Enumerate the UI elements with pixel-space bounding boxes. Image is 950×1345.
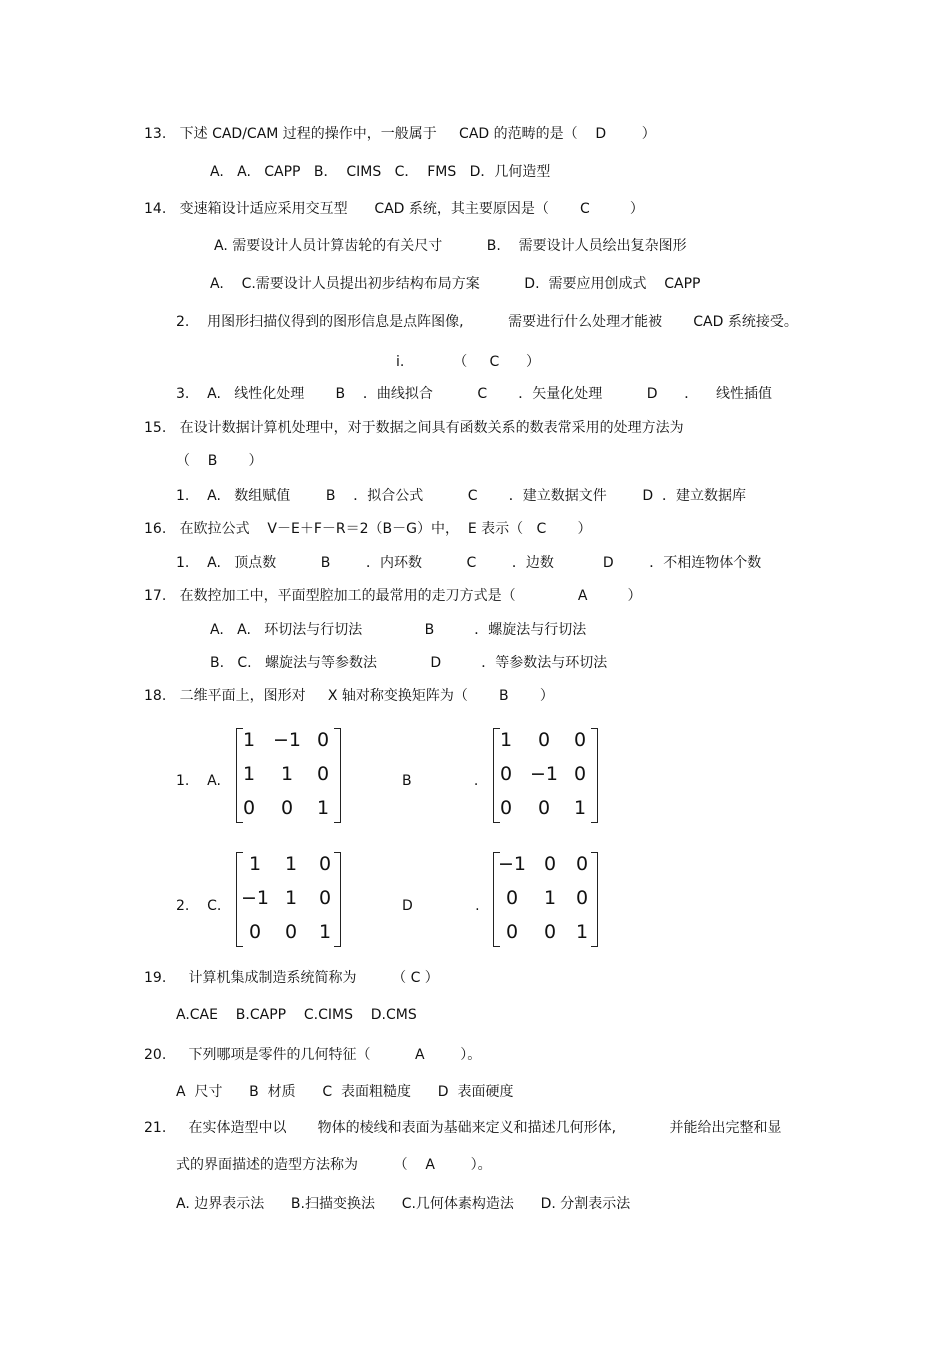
question-13-options: A. A. CAPP B． CIMS C． FMS D．几何造型	[210, 164, 551, 180]
matrix-b	[493, 728, 598, 823]
matrix-cell: 0	[573, 763, 587, 785]
question-15: 15. 在设计数据计算机处理中，对于数据之间具有函数关系的数表常采用的处理方法为	[144, 420, 684, 436]
matrix-d-label: D .	[402, 898, 480, 914]
question-16: 16. 在欧拉公式 V－E＋F－R＝2（B－G）中， E 表示（ C ）	[144, 521, 592, 537]
question-15-answer: （ B ）	[176, 453, 263, 469]
question-2-options: 3. A. 线性化处理 B ．曲线拟合 C ．矢量化处理 D ． 线性插值	[176, 386, 773, 402]
matrix-cell: 0	[537, 729, 551, 751]
matrix-cell: 1	[280, 763, 294, 785]
question-21-options: A. 边界表示法 B.扫描变换法 C.几何体素构造法 D. 分割表示法	[176, 1196, 631, 1212]
matrix-cell: 0	[316, 729, 330, 751]
matrix-cell: 0	[573, 729, 587, 751]
matrix-cell: 1	[318, 921, 332, 943]
matrix-cell: −1	[497, 853, 526, 875]
matrix-cell: 0	[284, 921, 298, 943]
question-19: 19. 计算机集成制造系统简称为 （ C ）	[144, 970, 439, 986]
matrix-cell: −1	[240, 887, 269, 909]
question-21-continued: 式的界面描述的造型方法称为 （ A ）。	[176, 1157, 492, 1173]
question-20-options: A 尺寸 B 材质 C 表面粗糙度 D 表面硬度	[176, 1084, 514, 1100]
matrix-c-label: 2. C.	[176, 898, 222, 914]
matrix-cell: 1	[499, 729, 513, 751]
matrix-cell: −1	[272, 729, 301, 751]
matrix-cell: 1	[248, 853, 262, 875]
matrix-d	[493, 852, 598, 947]
matrix-cell: 0	[316, 763, 330, 785]
question-14-options-2: A. C.需要设计人员提出初步结构布局方案 D. 需要应用创成式 CAPP	[210, 276, 701, 292]
matrix-cell: 0	[280, 797, 294, 819]
matrix-cell: 1	[242, 729, 256, 751]
matrix-cell: −1	[529, 763, 558, 785]
matrix-cell: 0	[248, 921, 262, 943]
matrix-cell: 1	[284, 853, 298, 875]
question-15-options: 1. A. 数组赋值 B ．拟合公式 C ．建立数据文件 D ．建立数据库	[176, 488, 747, 504]
matrix-cell: 0	[505, 921, 519, 943]
matrix-cell: 0	[543, 921, 557, 943]
matrix-cell: 0	[499, 763, 513, 785]
matrix-a	[236, 728, 341, 823]
matrix-cell: 1	[543, 887, 557, 909]
matrix-cell: 0	[505, 887, 519, 909]
question-14-options-1: A. 需要设计人员计算齿轮的有关尺寸 B. 需要设计人员绘出复杂图形	[214, 238, 687, 254]
question-20: 20. 下列哪项是零件的几何特征（ A ）。	[144, 1047, 482, 1063]
matrix-cell: 0	[543, 853, 557, 875]
question-21: 21. 在实体造型中以 物体的棱线和表面为基础来定义和描述几何形体, 并能给出完整和显	[144, 1120, 782, 1136]
matrix-cell: 0	[318, 887, 332, 909]
matrix-b-label: B .	[402, 773, 479, 789]
matrix-c	[236, 852, 341, 947]
question-2: 2. 用图形扫描仪得到的图形信息是点阵图像, 需要进行什么处理才能被 CAD 系统接受。	[176, 314, 798, 330]
question-14: 14. 变速箱设计适应采用交互型 CAD 系统，其主要原因是（ C ）	[144, 201, 644, 217]
matrix-cell: 0	[575, 853, 589, 875]
question-19-options: A.CAE B.CAPP C.CIMS D.CMS	[176, 1007, 417, 1023]
question-17-options-2: B. C. 螺旋法与等参数法 D ．等参数法与环切法	[210, 655, 608, 671]
matrix-cell: 1	[316, 797, 330, 819]
question-2-answer: i. （ C ）	[396, 354, 541, 370]
matrix-cell: 0	[242, 797, 256, 819]
matrix-cell: 1	[573, 797, 587, 819]
matrix-cell: 1	[242, 763, 256, 785]
matrix-cell: 0	[318, 853, 332, 875]
matrix-cell: 0	[575, 887, 589, 909]
matrix-a-label: 1. A.	[176, 773, 221, 789]
question-18: 18. 二维平面上，图形对 X 轴对称变换矩阵为（ B ）	[144, 688, 554, 704]
question-17-options-1: A. A. 环切法与行切法 B ．螺旋法与行切法	[210, 622, 587, 638]
matrix-cell: 1	[575, 921, 589, 943]
matrix-cell: 0	[537, 797, 551, 819]
question-13: 13. 下述 CAD/CAM 过程的操作中，一般属于 CAD 的范畴的是（ D ）	[144, 126, 656, 142]
matrix-cell: 1	[284, 887, 298, 909]
question-16-options: 1. A. 顶点数 B ．内环数 C ．边数 D ．不相连物体个数	[176, 555, 762, 571]
matrix-cell: 0	[499, 797, 513, 819]
question-17: 17. 在数控加工中，平面型腔加工的最常用的走刀方式是（ A ）	[144, 588, 642, 604]
